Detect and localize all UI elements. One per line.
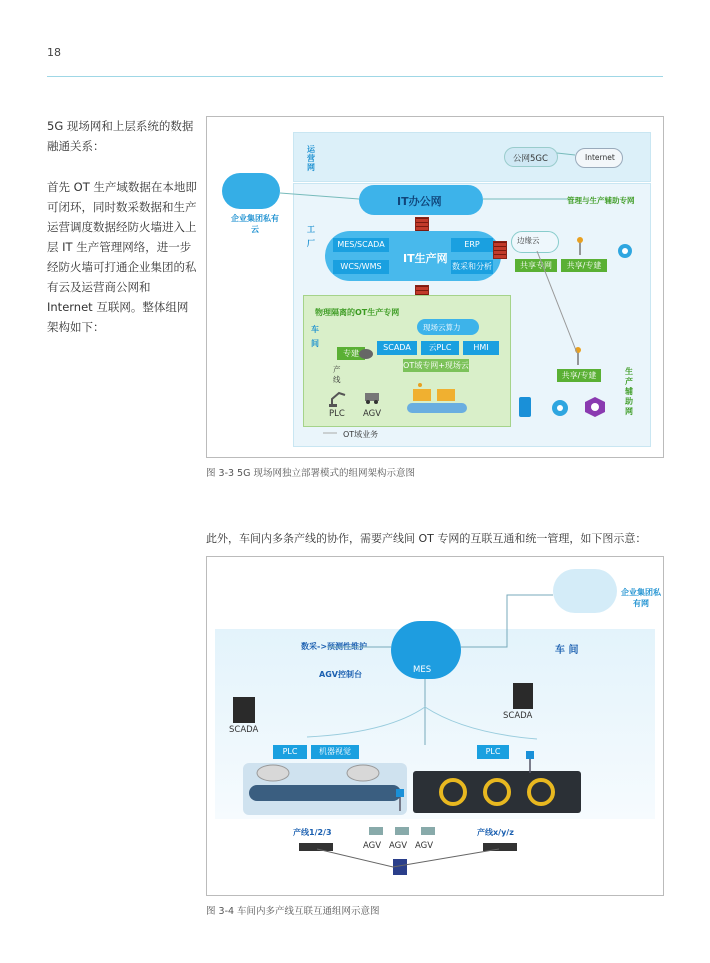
agv-1-label: AGV bbox=[363, 841, 382, 851]
shared-dedicated-box-1: 共享/专建 bbox=[561, 259, 607, 272]
wcs-wms-box: WCS/WMS bbox=[333, 260, 389, 274]
erp-box: ERP bbox=[451, 238, 493, 252]
shared-net-box: 共享专网 bbox=[515, 259, 557, 272]
edge-cloud: 边缘云 bbox=[517, 236, 540, 245]
agv-3-label: AGV bbox=[415, 841, 434, 851]
ot-isolated-label: 物理隔离的OT生产专网 bbox=[315, 308, 400, 317]
hmi-box: HMI bbox=[463, 341, 499, 355]
prod-line-label: 产线 bbox=[333, 365, 341, 384]
data-analysis-box: 数采和分析 bbox=[451, 260, 493, 274]
ot-domain-box: OT域专网+现场云 bbox=[403, 361, 469, 370]
ot-business-label: OT域业务 bbox=[343, 430, 379, 439]
mes-label: MES bbox=[413, 665, 432, 675]
mgmt-aux-label: 管理与生产辅助专网 bbox=[567, 196, 635, 205]
figure-1 bbox=[206, 116, 664, 458]
header-rule bbox=[47, 76, 663, 77]
cloud-plc-box: 云PLC bbox=[421, 341, 459, 355]
internet: Internet bbox=[585, 153, 615, 162]
plc-left-box: PLC bbox=[273, 745, 307, 759]
scada-right-label: SCADA bbox=[503, 711, 533, 721]
shared-dedicated-box-2: 共享/专建 bbox=[557, 369, 601, 382]
sidebar-heading: 5G 现场网和上层系统的数据融通关系： bbox=[47, 119, 194, 153]
predictive-label: 数采->预测性维护 bbox=[301, 642, 368, 651]
line-xyz-label: 产线x/y/z bbox=[477, 828, 514, 837]
onsite-compute: 现场云算力 bbox=[423, 323, 461, 332]
public-5gc: 公网5GC bbox=[513, 154, 548, 164]
agv-label: AGV bbox=[363, 409, 382, 419]
workshop-label-2: 车 间 bbox=[555, 645, 579, 656]
scada-box: SCADA bbox=[377, 341, 417, 355]
plc-label: PLC bbox=[329, 409, 345, 419]
prod-aux-label: 生产辅助网 bbox=[625, 367, 633, 416]
intro-text: 此外，车间内多条产线的协作，需要产线间 OT 专网的互联互通和统一管理，如下图示意： bbox=[206, 532, 647, 545]
figure-2-caption: 图 3-4 车间内多产线互联互通组网示意图 bbox=[206, 906, 380, 917]
agv-console-label: AGV控制台 bbox=[319, 670, 362, 679]
it-office-label: IT办公网 bbox=[397, 195, 442, 208]
agv-2-label: AGV bbox=[389, 841, 408, 851]
private-net-label: 企业集团私有网 bbox=[621, 588, 661, 608]
factory-label: 工厂 bbox=[307, 225, 315, 248]
operator-net-label: 运营网 bbox=[307, 145, 315, 172]
line-123-label: 产线1/2/3 bbox=[293, 828, 332, 837]
plc-right-box: PLC bbox=[477, 745, 509, 759]
figure-2 bbox=[206, 556, 664, 896]
machine-vision-box: 机器视觉 bbox=[311, 745, 359, 759]
mes-scada-box: MES/SCADA bbox=[333, 238, 389, 252]
workshop-label: 车间 bbox=[311, 325, 319, 348]
figure-1-caption: 图 3-3 5G 现场网独立部署模式的组网架构示意图 bbox=[206, 468, 415, 479]
it-prod-label: IT生产网 bbox=[403, 252, 448, 265]
scada-left-label: SCADA bbox=[229, 725, 259, 735]
page-number: 18 bbox=[47, 46, 61, 59]
dedicated-box: 专建 bbox=[337, 347, 365, 360]
private-cloud-label: 企业集团私有云 bbox=[231, 214, 279, 234]
sidebar-body: 首先 OT 生产域数据在本地即可闭环，同时数采数据和生产运营调度数据经防火墙进入上层 IT 生产管理网络，进一步经防火墙可打通企业集团的私有云及运营商公网和 Internet 互联网。整体组网架构如下： bbox=[47, 180, 197, 334]
